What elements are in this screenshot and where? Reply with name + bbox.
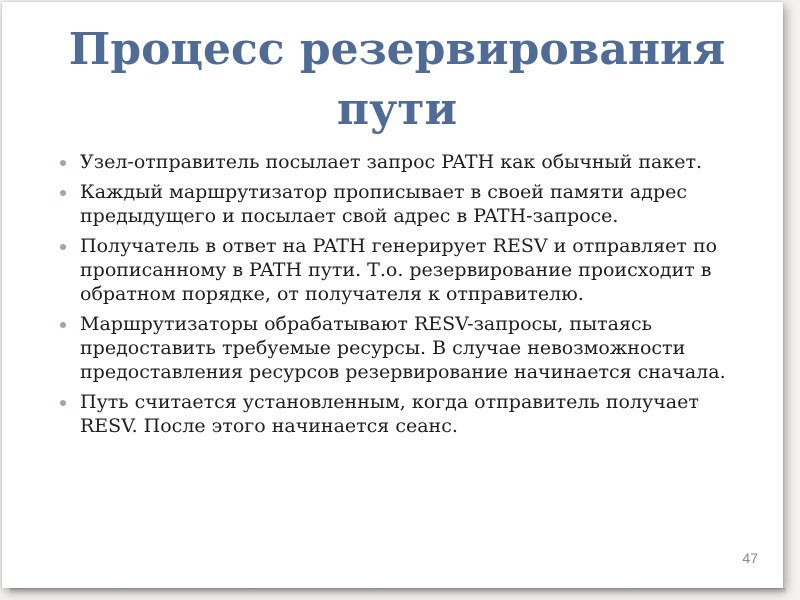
bullet-item (60, 312, 760, 384)
bullet-dot-icon (60, 244, 66, 250)
slide-title: Процесс резервирования пути (68, 24, 726, 135)
bullet-item (60, 390, 760, 438)
bullet-list (60, 150, 760, 444)
bullet-dot-icon (60, 322, 66, 328)
bullet-dot-icon (60, 400, 66, 406)
bullet-item (60, 150, 760, 174)
bullet-dot-icon (60, 190, 66, 196)
bullet-text: Маршрутизаторы обрабатывают RESV-запросы, пытаясь предоставить требуемые ресурсы. В случае невозможности предоставления ресурсов резервирование начинается сначала. (80, 313, 726, 383)
bullet-item (60, 234, 760, 306)
bullet-text: Каждый маршрутизатор прописывает в своей памяти адрес предыдущего и посылает свой адрес в PATH-запросе. (80, 181, 688, 227)
bullet-text: Путь считается установленным, когда отправитель получает RESV. После этого начинается сеанс. (80, 391, 699, 437)
page-shadow (10, 588, 786, 594)
slide-page (2, 2, 783, 588)
bullet-dot-icon (60, 160, 66, 166)
bullet-text: Узел-отправитель посылает запрос PATH как обычный пакет. (80, 151, 703, 173)
bullet-text: Получатель в ответ на PATH генерирует RESV и отправляет по прописанному в PATH пути. Т.о. резервирование происходит в обратном порядке, от получателя к отправителю. (80, 235, 718, 305)
bullet-item (60, 180, 760, 228)
page-number: 47 (742, 550, 758, 566)
